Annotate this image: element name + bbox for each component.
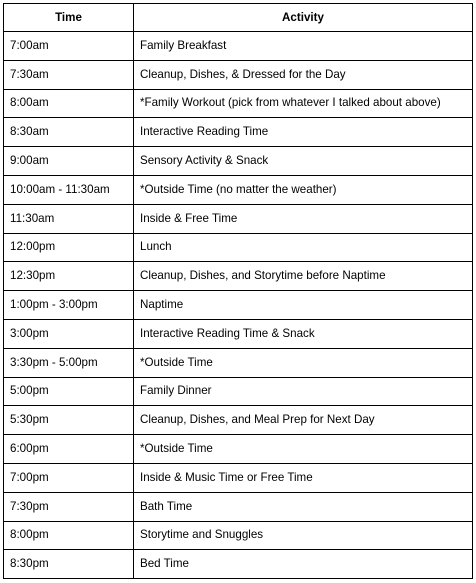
activity-cell: Cleanup, Dishes, & Dressed for the Day: [134, 60, 473, 89]
time-cell: 8:30am: [4, 118, 134, 147]
activity-cell: Family Dinner: [134, 377, 473, 406]
activity-cell: *Outside Time: [134, 348, 473, 377]
table-row: [4, 175, 473, 204]
activity-cell: Lunch: [134, 233, 473, 262]
activity-cell: Family Breakfast: [134, 32, 473, 61]
table-header-row: [4, 4, 473, 32]
table-row: [4, 233, 473, 262]
table-row: [4, 550, 473, 579]
activity-cell: Sensory Activity & Snack: [134, 147, 473, 176]
table-row: [4, 435, 473, 464]
activity-cell: *Family Workout (pick from whatever I talked about above): [134, 89, 473, 118]
activity-cell: Inside & Free Time: [134, 204, 473, 233]
table-row: [4, 118, 473, 147]
activity-cell: Storytime and Snuggles: [134, 521, 473, 550]
time-cell: 6:00pm: [4, 435, 134, 464]
time-cell: 5:30pm: [4, 406, 134, 435]
schedule-table: [3, 3, 473, 579]
time-cell: 12:00pm: [4, 233, 134, 262]
time-cell: 3:30pm - 5:00pm: [4, 348, 134, 377]
activity-cell: Cleanup, Dishes, and Storytime before Naptime: [134, 262, 473, 291]
table-row: [4, 147, 473, 176]
time-cell: 3:00pm: [4, 319, 134, 348]
table-row: [4, 492, 473, 521]
time-cell: 7:00pm: [4, 463, 134, 492]
time-cell: 8:30pm: [4, 550, 134, 579]
activity-cell: Bed Time: [134, 550, 473, 579]
table-row: [4, 89, 473, 118]
time-cell: 9:00am: [4, 147, 134, 176]
column-header-activity: Activity: [134, 4, 473, 32]
activity-cell: Naptime: [134, 291, 473, 320]
activity-cell: Bath Time: [134, 492, 473, 521]
time-cell: 7:30pm: [4, 492, 134, 521]
table-row: [4, 348, 473, 377]
activity-cell: *Outside Time: [134, 435, 473, 464]
table-row: [4, 521, 473, 550]
activity-cell: Cleanup, Dishes, and Meal Prep for Next Day: [134, 406, 473, 435]
time-cell: 7:00am: [4, 32, 134, 61]
column-header-time: Time: [4, 4, 134, 32]
table-row: [4, 262, 473, 291]
activity-cell: Interactive Reading Time & Snack: [134, 319, 473, 348]
time-cell: 11:30am: [4, 204, 134, 233]
table-row: [4, 377, 473, 406]
time-cell: 10:00am - 11:30am: [4, 175, 134, 204]
table-row: [4, 60, 473, 89]
table-row: [4, 319, 473, 348]
table-row: [4, 406, 473, 435]
schedule-body: [4, 32, 473, 579]
activity-cell: *Outside Time (no matter the weather): [134, 175, 473, 204]
table-row: [4, 204, 473, 233]
time-cell: 12:30pm: [4, 262, 134, 291]
time-cell: 5:00pm: [4, 377, 134, 406]
time-cell: 8:00am: [4, 89, 134, 118]
table-row: [4, 463, 473, 492]
time-cell: 7:30am: [4, 60, 134, 89]
activity-cell: Interactive Reading Time: [134, 118, 473, 147]
table-row: [4, 32, 473, 61]
time-cell: 1:00pm - 3:00pm: [4, 291, 134, 320]
activity-cell: Inside & Music Time or Free Time: [134, 463, 473, 492]
table-row: [4, 291, 473, 320]
time-cell: 8:00pm: [4, 521, 134, 550]
